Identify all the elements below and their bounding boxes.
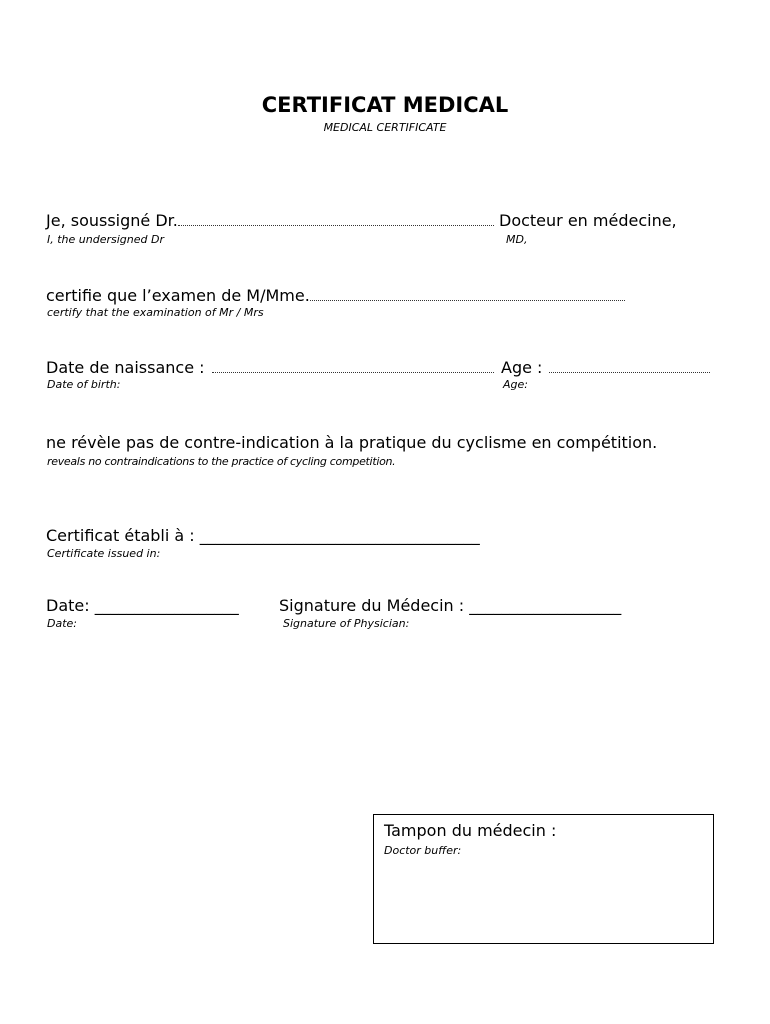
age-translation: Age:: [503, 378, 528, 391]
doctor-prefix-label: Je, soussigné Dr.: [46, 211, 178, 230]
statement-translation: reveals no contraindications to the practice of cycling competition.: [47, 455, 396, 468]
document-title: CERTIFICAT MEDICAL: [261, 93, 509, 117]
date-translation: Date:: [47, 617, 77, 630]
exam-label: certifie que l’examen de M/Mme.: [46, 286, 310, 305]
statement-text: ne révèle pas de contre-indication à la pratique du cyclisme en compétition.: [46, 433, 658, 452]
doctor-suffix-translation: MD,: [506, 233, 528, 246]
age-label: Age :: [501, 358, 543, 377]
signature-field[interactable]: Signature du Médecin : ___________________: [279, 596, 622, 615]
doctor-suffix-label: Docteur en médecine,: [499, 211, 677, 230]
age-line: [501, 358, 710, 377]
issued-place-field[interactable]: Certificat établi à : ___________________________________: [46, 526, 480, 545]
doctor-line: [46, 211, 494, 230]
doctor-name-field[interactable]: [178, 213, 494, 226]
date-field[interactable]: Date: __________________: [46, 596, 239, 615]
birth-translation: Date of birth:: [47, 378, 121, 391]
issued-translation: Certificate issued in:: [47, 547, 161, 560]
birth-date-field[interactable]: [212, 360, 494, 373]
doctor-stamp-box[interactable]: [373, 814, 714, 944]
exam-line: [46, 286, 625, 305]
signature-translation: Signature of Physician:: [283, 617, 410, 630]
doctor-prefix-translation: I, the undersigned Dr: [47, 233, 164, 246]
patient-name-field[interactable]: [310, 288, 625, 301]
age-field[interactable]: [549, 360, 710, 373]
birth-line: [46, 358, 494, 377]
stamp-label: Tampon du médecin :: [384, 821, 557, 840]
exam-translation: certify that the examination of Mr / Mrs: [47, 306, 264, 319]
birth-label: Date de naissance :: [46, 358, 205, 377]
document-subtitle: MEDICAL CERTIFICATE: [323, 121, 447, 134]
stamp-translation: Doctor buffer:: [384, 844, 462, 857]
